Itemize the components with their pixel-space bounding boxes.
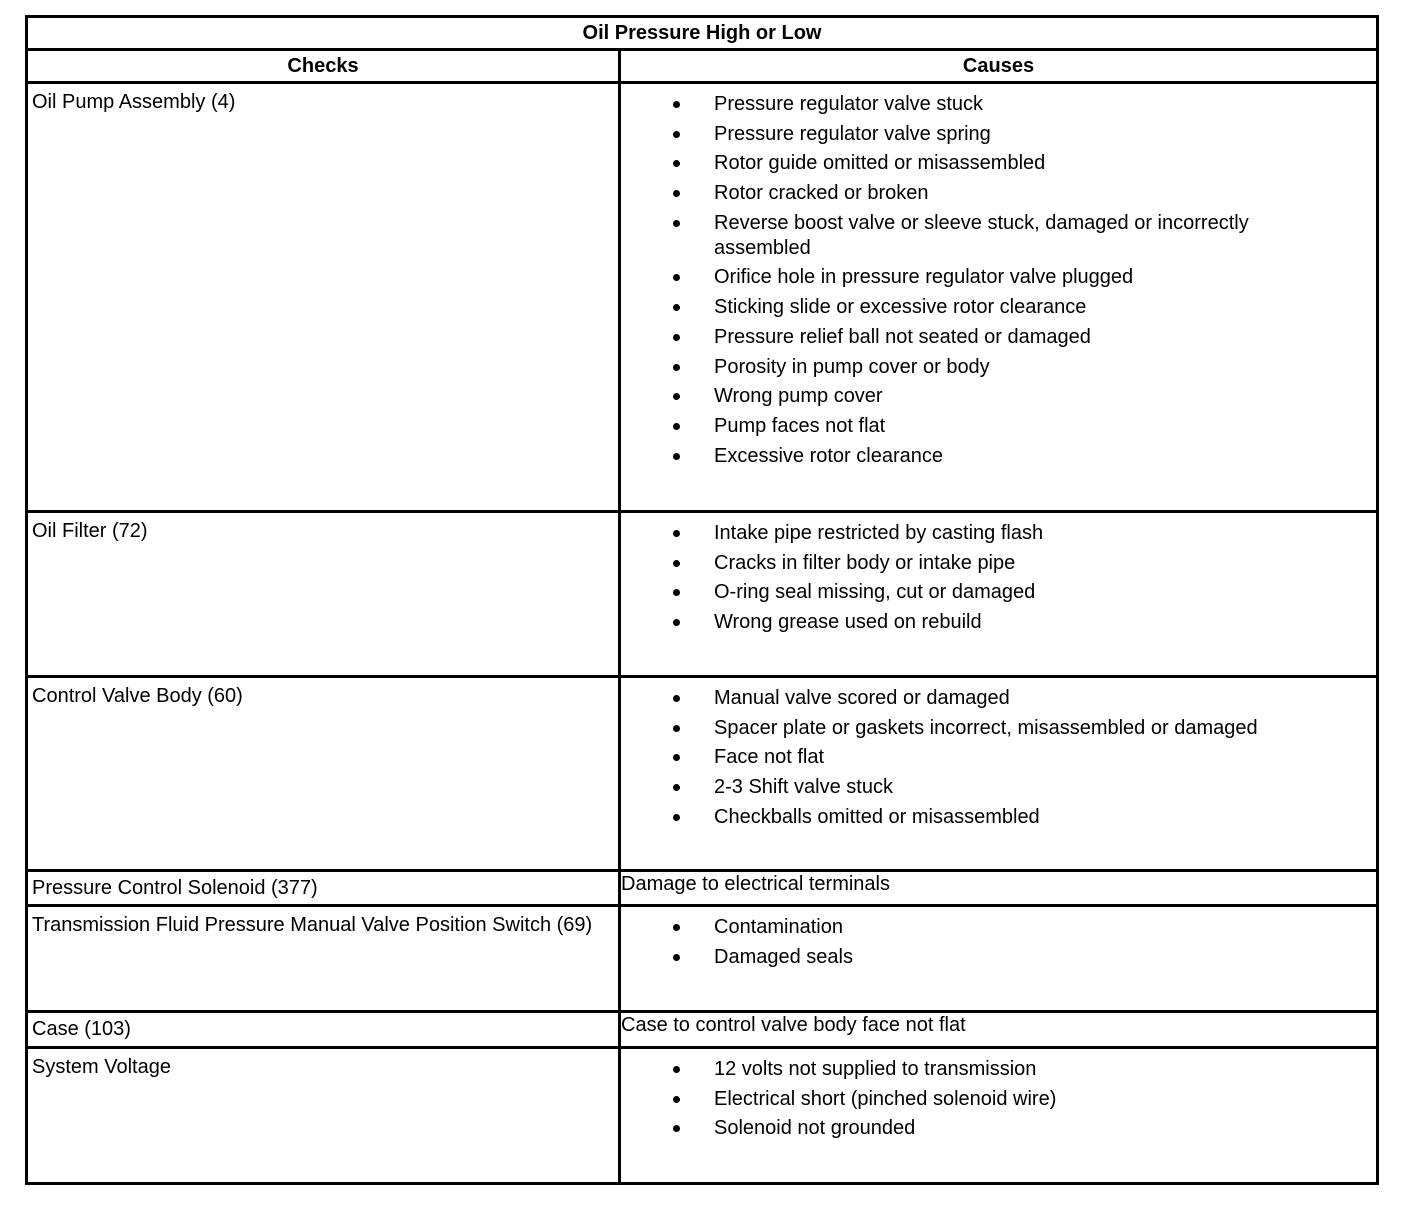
cause-text: Pressure regulator valve stuck	[714, 93, 984, 115]
check-cell: Oil Pump Assembly (4)	[27, 83, 620, 512]
bullet-icon	[673, 695, 680, 702]
bullet-icon	[673, 589, 680, 596]
list-item	[621, 181, 1346, 206]
check-cell: Case (103)	[27, 1012, 620, 1048]
causes-cell	[620, 906, 1378, 1012]
bullet-icon	[673, 784, 680, 791]
list-item	[621, 580, 1346, 605]
table-row	[27, 906, 1378, 1012]
table-row	[27, 1012, 1378, 1048]
check-cell: Pressure Control Solenoid (377)	[27, 871, 620, 906]
list-item	[621, 211, 1346, 261]
cause-text: Contamination	[714, 916, 843, 938]
cause-text: Pump faces not flat	[714, 414, 886, 437]
cause-text: Cracks in filter body or intake pipe	[714, 551, 1016, 574]
bullet-icon	[673, 924, 680, 931]
header-row	[27, 50, 1378, 83]
bullet-icon	[673, 619, 680, 626]
list-item	[621, 945, 1346, 970]
cause-text: Solenoid not grounded	[714, 1117, 916, 1140]
bullet-icon	[673, 131, 680, 138]
bullet-icon	[673, 1066, 680, 1073]
table-title: Oil Pressure High or Low	[27, 17, 1378, 50]
bullet-icon	[673, 304, 680, 311]
table-row	[27, 677, 1378, 871]
bullet-icon	[673, 364, 680, 371]
diagnosis-table	[25, 15, 1379, 1185]
causes-list	[621, 1049, 1376, 1141]
bullet-icon	[673, 220, 680, 227]
cause-text: Spacer plate or gaskets incorrect, misassembled or damaged	[714, 716, 1258, 739]
bullet-icon	[673, 954, 680, 961]
bullet-icon	[673, 423, 680, 430]
cause-text: Pressure relief ball not seated or damaged	[714, 325, 1091, 348]
bullet-icon	[673, 190, 680, 197]
list-item	[621, 325, 1346, 350]
bullet-icon	[673, 393, 680, 400]
causes-list	[621, 678, 1376, 830]
check-cell: Transmission Fluid Pressure Manual Valve Position Switch (69)	[27, 906, 620, 1012]
cause-text: Damaged seals	[714, 945, 853, 968]
list-item	[621, 775, 1346, 800]
cause-text: Checkballs omitted or misassembled	[714, 805, 1040, 828]
table-row	[27, 83, 1378, 512]
check-cell: System Voltage	[27, 1048, 620, 1184]
title-row	[27, 17, 1378, 50]
check-cell: Control Valve Body (60)	[27, 677, 620, 871]
cause-text: Sticking slide or excessive rotor clearance	[714, 296, 1087, 319]
cause-text: Intake pipe restricted by casting flash	[714, 522, 1044, 544]
causes-cell	[620, 83, 1378, 512]
list-item	[621, 444, 1346, 469]
list-item	[621, 915, 1346, 940]
list-item	[621, 122, 1346, 147]
list-item	[621, 1116, 1346, 1141]
list-item	[621, 414, 1346, 439]
list-item	[621, 151, 1346, 176]
causes-list	[621, 513, 1376, 635]
cause-text: Orifice hole in pressure regulator valve plugged	[714, 266, 1134, 289]
causes-list	[621, 84, 1376, 469]
causes-cell	[620, 677, 1378, 871]
list-item	[621, 1087, 1346, 1112]
bullet-icon	[673, 1096, 680, 1103]
table-row	[27, 1048, 1378, 1184]
cause-text: Manual valve scored or damaged	[714, 687, 1010, 709]
cause-text: Excessive rotor clearance	[714, 444, 943, 467]
list-item	[621, 686, 1346, 711]
cause-text: Reverse boost valve or sleeve stuck, damaged or incorrectly assembled	[714, 211, 1249, 259]
causes-cell	[620, 1048, 1378, 1184]
bullet-icon	[673, 560, 680, 567]
cause-text: Rotor guide omitted or misassembled	[714, 152, 1046, 175]
bullet-icon	[673, 754, 680, 761]
bullet-icon	[673, 1125, 680, 1132]
list-item	[621, 1057, 1346, 1082]
bullet-icon	[673, 334, 680, 341]
list-item	[621, 92, 1346, 117]
cause-text-cell: Case to control valve body face not flat	[620, 1012, 1378, 1048]
bullet-icon	[673, 160, 680, 167]
list-item	[621, 610, 1346, 635]
bullet-icon	[673, 814, 680, 821]
cause-text: 12 volts not supplied to transmission	[714, 1058, 1037, 1080]
cause-text: O-ring seal missing, cut or damaged	[714, 581, 1036, 604]
bullet-icon	[673, 274, 680, 281]
list-item	[621, 384, 1346, 409]
list-item	[621, 805, 1346, 830]
list-item	[621, 295, 1346, 320]
causes-header: Causes	[620, 50, 1378, 83]
list-item	[621, 716, 1346, 741]
cause-text: 2-3 Shift valve stuck	[714, 776, 893, 799]
list-item	[621, 265, 1346, 290]
cause-text: Pressure regulator valve spring	[714, 122, 991, 145]
table-row	[27, 871, 1378, 906]
cause-text: Face not flat	[714, 746, 825, 769]
causes-list	[621, 907, 1376, 970]
table-row	[27, 512, 1378, 677]
cause-text-cell: Damage to electrical terminals	[620, 871, 1378, 906]
bullet-icon	[673, 725, 680, 732]
cause-text: Wrong grease used on rebuild	[714, 611, 982, 634]
cause-text: Rotor cracked or broken	[714, 182, 929, 205]
bullet-icon	[673, 101, 680, 108]
list-item	[621, 745, 1346, 770]
check-cell: Oil Filter (72)	[27, 512, 620, 677]
list-item	[621, 551, 1346, 576]
bullet-icon	[673, 530, 680, 537]
cause-text: Electrical short (pinched solenoid wire)	[714, 1087, 1057, 1110]
list-item	[621, 521, 1346, 546]
causes-cell	[620, 512, 1378, 677]
cause-text: Wrong pump cover	[714, 385, 883, 408]
bullet-icon	[673, 453, 680, 460]
cause-text: Porosity in pump cover or body	[714, 355, 990, 378]
list-item	[621, 355, 1346, 380]
checks-header: Checks	[27, 50, 620, 83]
